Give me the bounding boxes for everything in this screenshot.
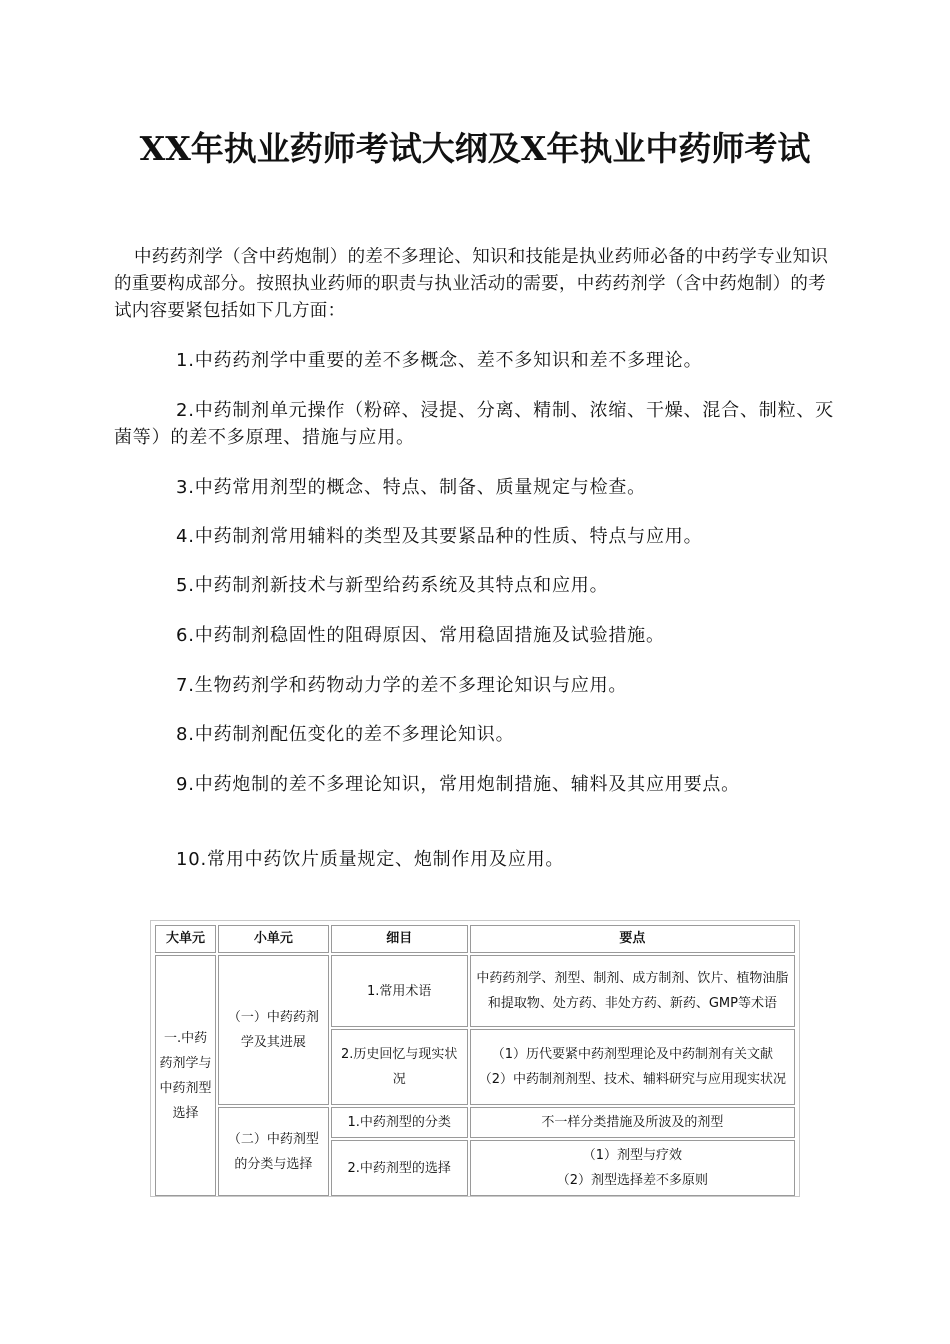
points-cell: 不一样分类措施及所波及的剂型 (470, 1107, 795, 1138)
item-cell: 2.中药剂型的选择 (331, 1140, 468, 1196)
intro-paragraph: 中药药剂学（含中药炮制）的差不多理论、知识和技能是执业药师必备的中药学专业知识的重要构成部分。按照执业药师的职责与执业活动的需要，中药药剂学（含中药炮制）的考试内容要紧包括如下几方面： (114, 247, 829, 321)
point-line: （2）剂型选择差不多原则 (556, 1173, 709, 1188)
item-cell: 2.历史回忆与现实状况 (331, 1029, 468, 1105)
list-item: 1.中药药剂学中重要的差不多概念、差不多知识和差不多理论。 (176, 350, 703, 371)
list-item: 9.中药炮制的差不多理论知识，常用炮制措施、辅料及其应用要点。 (176, 774, 740, 795)
list-item: 6.中药制剂稳固性的阻碍原因、常用稳固措施及试验措施。 (176, 625, 665, 646)
table-row (155, 1107, 795, 1138)
item-cell: 1.中药剂型的分类 (331, 1107, 468, 1138)
syllabus-table (153, 923, 797, 1198)
points-cell (470, 1029, 795, 1105)
points-cell (470, 1140, 795, 1196)
header-cell: 细目 (331, 925, 468, 953)
table-row (155, 955, 795, 1027)
list-item: 8.中药制剂配伍变化的差不多理论知识。 (176, 724, 515, 745)
document-title: XX年执业药师考试大纲及X年执业中药师考试 (139, 129, 811, 168)
header-cell: 大单元 (155, 925, 216, 953)
point-line: （1）剂型与疗效 (582, 1148, 683, 1163)
list-item: 3.中药常用剂型的概念、特点、制备、质量规定与检查。 (176, 477, 646, 498)
syllabus-table-frame (150, 920, 800, 1197)
unit-cell: 一.中药药剂学与中药剂型选择 (155, 955, 216, 1196)
list-item: 10.常用中药饮片质量规定、炮制作用及应用。 (176, 849, 565, 870)
list-item: 2.中药制剂单元操作（粉碎、浸提、分离、精制、浓缩、干燥、混合、制粒、灭菌等）的差不多原理、措施与应用。 (114, 400, 834, 448)
list-item: 4.中药制剂常用辅料的类型及其要紧品种的性质、特点与应用。 (176, 526, 703, 547)
list-item: 5.中药制剂新技术与新型给药系统及其特点和应用。 (176, 575, 609, 596)
subunit-cell: （一）中药药剂学及其进展 (218, 955, 328, 1105)
header-cell: 要点 (470, 925, 795, 953)
points-cell: 中药药剂学、剂型、制剂、成方制剂、饮片、植物油脂和提取物、处方药、非处方药、新药、GMP等术语 (470, 955, 795, 1027)
header-cell: 小单元 (218, 925, 328, 953)
point-line: （2）中药制剂剂型、技术、辅料研究与应用现实状况 (478, 1072, 787, 1087)
subunit-cell: （二）中药剂型的分类与选择 (218, 1107, 328, 1196)
item-cell: 1.常用术语 (331, 955, 468, 1027)
list-item: 7.生物药剂学和药物动力学的差不多理论知识与应用。 (176, 675, 628, 696)
table-header-row (155, 925, 795, 953)
point-line: （1）历代要紧中药剂型理论及中药制剂有关文献 (491, 1047, 774, 1062)
